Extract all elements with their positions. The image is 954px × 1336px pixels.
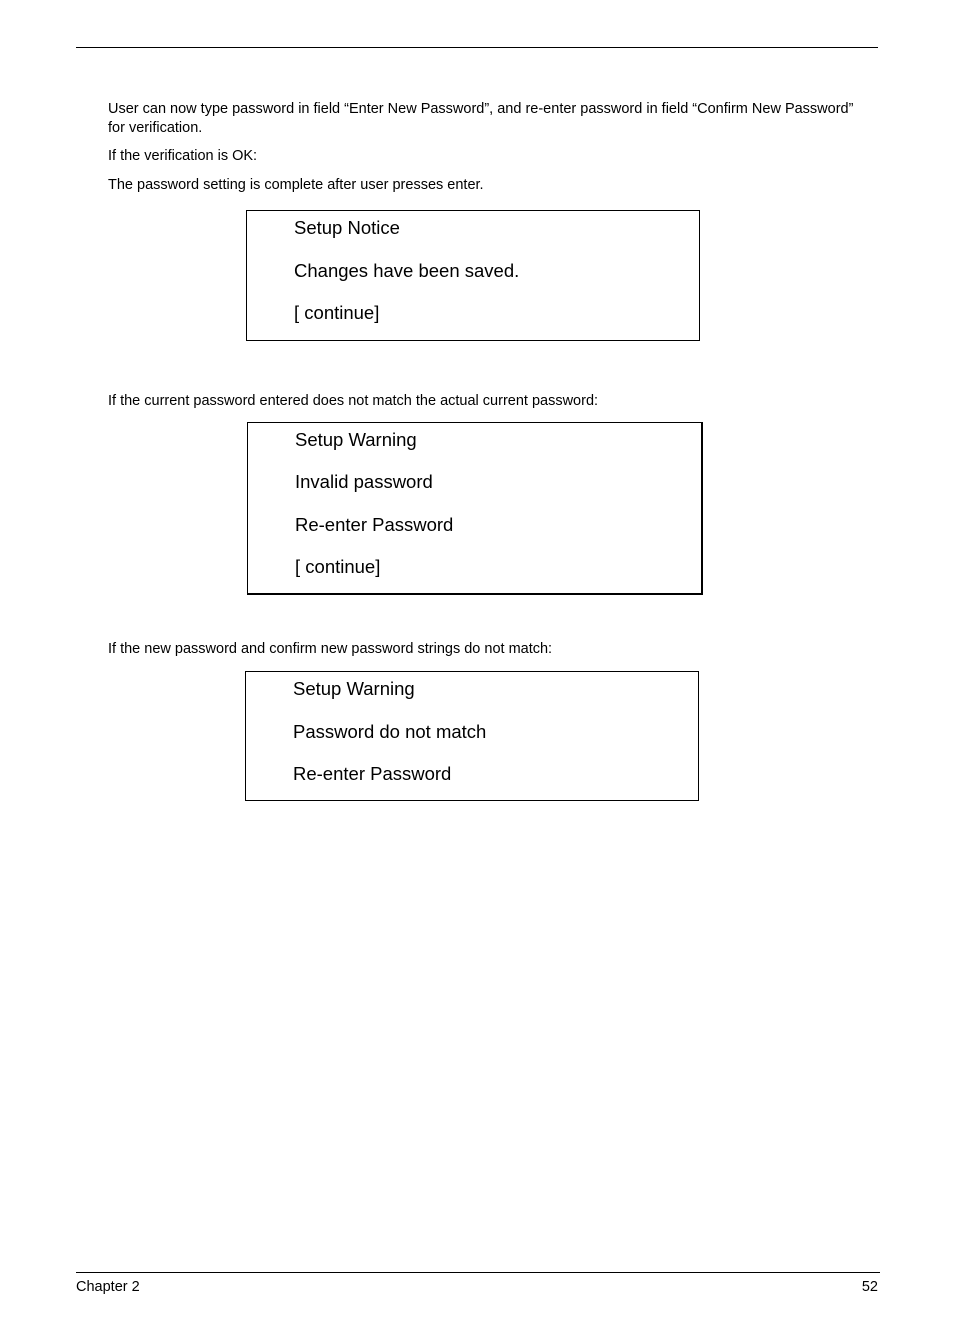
continue-option[interactable]: [ continue] <box>294 302 380 323</box>
setup-notice-dialog <box>246 210 700 341</box>
dialog-title: Setup Warning <box>295 429 417 450</box>
page-number: 52 <box>861 1279 878 1295</box>
footer-chapter: Chapter 2 <box>76 1279 140 1295</box>
current-password-mismatch-text: If the current password entered does not match the actual current password: <box>108 393 599 409</box>
intro-paragraph: User can now type password in field “Enter New Password”, and re-enter password in field “Confirm New Password” for verification. <box>108 101 854 136</box>
dialog-instruction: Re-enter Password <box>295 514 454 535</box>
new-password-mismatch-text: If the new password and confirm new password strings do not match: <box>108 641 553 657</box>
dialog-message: Changes have been saved. <box>294 260 520 281</box>
footer-rule <box>76 1272 880 1273</box>
continue-option[interactable]: [ continue] <box>295 556 381 577</box>
verification-ok-text: If the verification is OK: <box>108 148 258 164</box>
setting-complete-text: The password setting is complete after user presses enter. <box>108 177 484 193</box>
dialog-title: Setup Warning <box>293 678 415 699</box>
dialog-message: Invalid password <box>295 471 433 492</box>
header-rule <box>76 47 878 48</box>
dialog-title: Setup Notice <box>294 217 400 238</box>
dialog-message: Password do not match <box>293 721 487 742</box>
dialog-instruction: Re-enter Password <box>293 763 452 784</box>
invalid-password-dialog <box>247 422 703 595</box>
password-mismatch-dialog <box>245 671 699 801</box>
